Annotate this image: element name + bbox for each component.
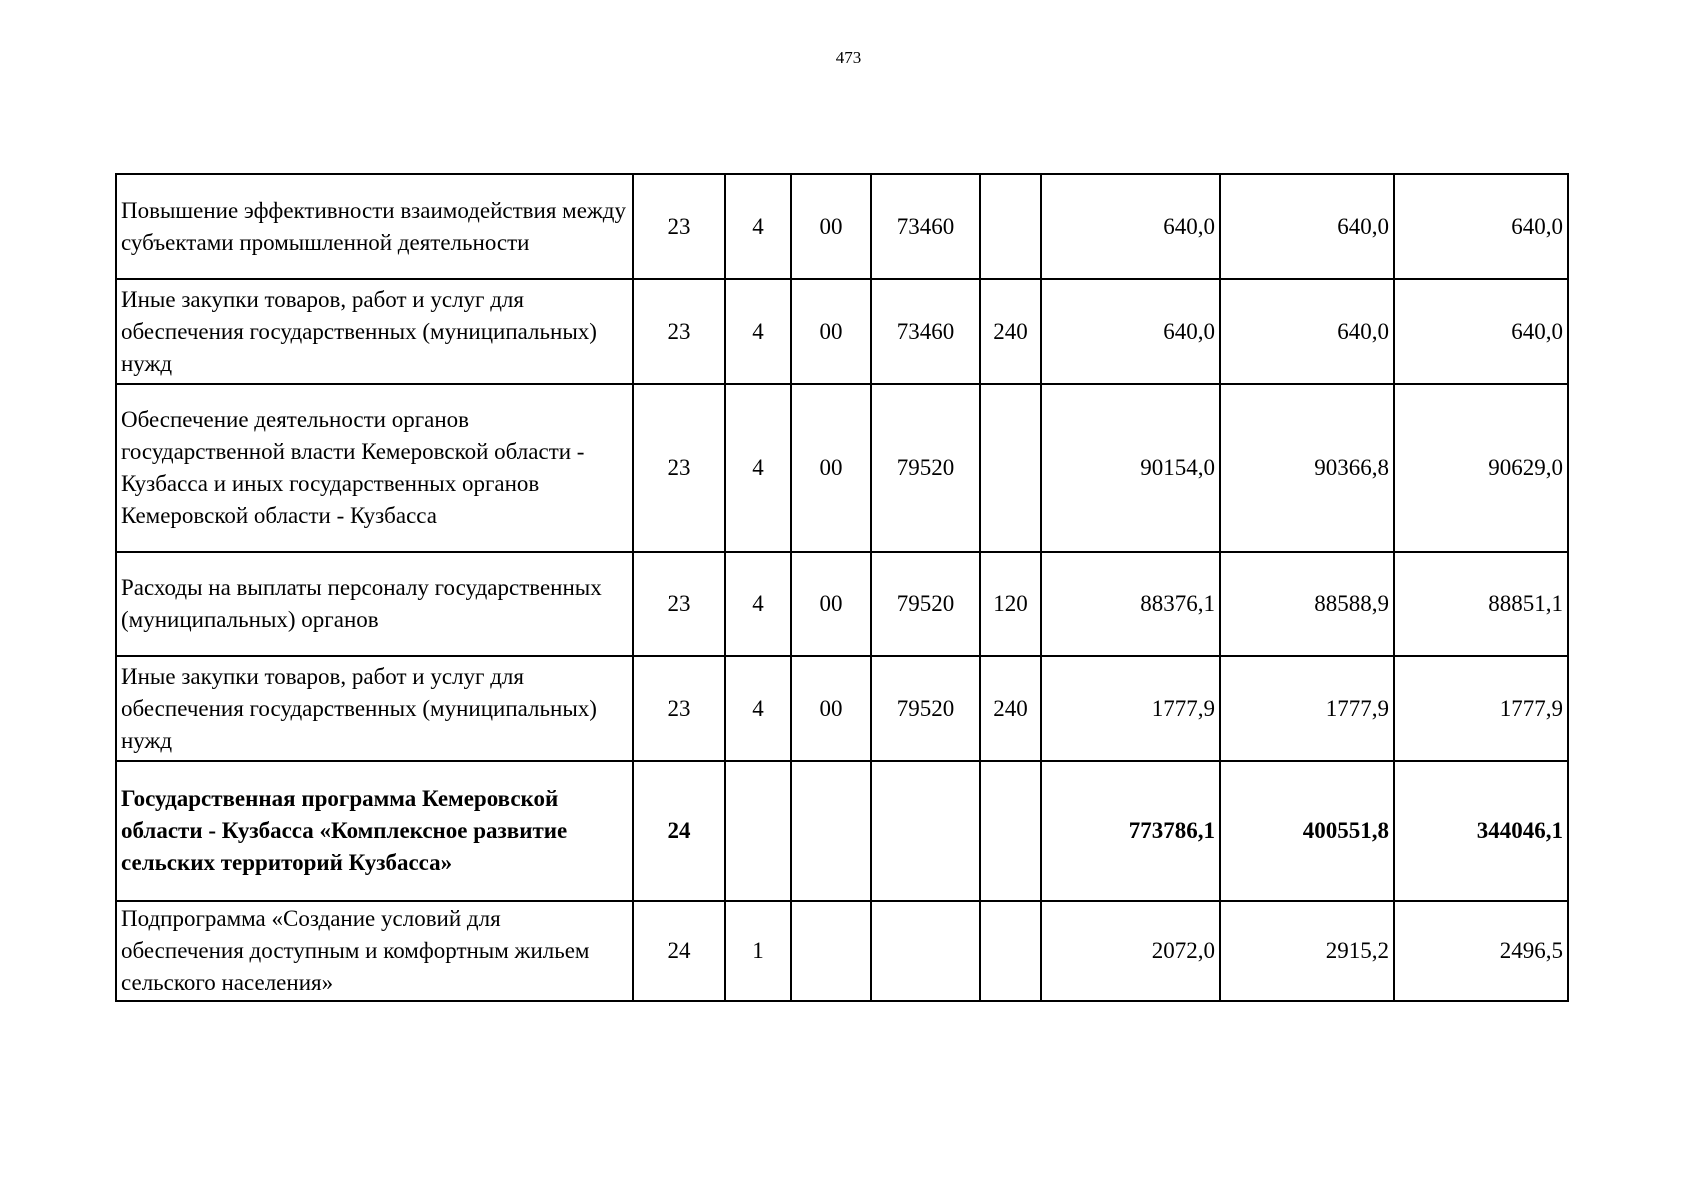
row-name: Иные закупки товаров, работ и услуг для обеспечения государственных (муниципальных) нужд: [116, 279, 633, 384]
amount-year3: 88851,1: [1394, 552, 1568, 656]
direction-code: [791, 901, 871, 1001]
amount-year1: 1777,9: [1041, 656, 1220, 761]
table-row: [116, 174, 1568, 279]
program-code: 24: [633, 761, 725, 901]
vr-code: [980, 761, 1041, 901]
amount-year1: 88376,1: [1041, 552, 1220, 656]
row-name: Государственная программа Кемеровской области - Кузбасса «Комплексное развитие сельских территорий Кузбасса»: [116, 761, 633, 901]
vr-code: [980, 384, 1041, 552]
page-number: 473: [835, 48, 862, 67]
row-name: Расходы на выплаты персоналу государственных (муниципальных) органов: [116, 552, 633, 656]
amount-year2: 2915,2: [1220, 901, 1394, 1001]
direction-code: [791, 761, 871, 901]
direction-code: 00: [791, 656, 871, 761]
amount-year3: 90629,0: [1394, 384, 1568, 552]
amount-year2: 640,0: [1220, 279, 1394, 384]
amount-year2: 88588,9: [1220, 552, 1394, 656]
row-name: Иные закупки товаров, работ и услуг для обеспечения государственных (муниципальных) нужд: [116, 656, 633, 761]
amount-year3: 640,0: [1394, 279, 1568, 384]
subprogram-code: 1: [725, 901, 791, 1001]
subprogram-code: 4: [725, 279, 791, 384]
amount-year3: 640,0: [1394, 174, 1568, 279]
amount-year3: 344046,1: [1394, 761, 1568, 901]
direction-code: 00: [791, 279, 871, 384]
row-name: Обеспечение деятельности органов государственной власти Кемеровской области - Кузбасса и иных государственных органов Кемеровской области - Кузбасса: [116, 384, 633, 552]
table-row: [116, 552, 1568, 656]
subprogram-code: 4: [725, 174, 791, 279]
table-row: [116, 279, 1568, 384]
subprogram-code: 4: [725, 656, 791, 761]
amount-year2: 1777,9: [1220, 656, 1394, 761]
vr-code: 120: [980, 552, 1041, 656]
expense-code: [871, 761, 980, 901]
vr-code: 240: [980, 279, 1041, 384]
expense-code: 79520: [871, 384, 980, 552]
subprogram-code: 4: [725, 552, 791, 656]
expense-code: 79520: [871, 552, 980, 656]
table-row: [116, 656, 1568, 761]
direction-code: 00: [791, 552, 871, 656]
subprogram-code: [725, 761, 791, 901]
expense-code: 73460: [871, 279, 980, 384]
amount-year1: 90154,0: [1041, 384, 1220, 552]
amount-year2: 90366,8: [1220, 384, 1394, 552]
program-code: 23: [633, 174, 725, 279]
amount-year3: 2496,5: [1394, 901, 1568, 1001]
expense-code: 79520: [871, 656, 980, 761]
table-row: [116, 384, 1568, 552]
amount-year1: 640,0: [1041, 174, 1220, 279]
row-name: Повышение эффективности взаимодействия между субъектами промышленной деятельности: [116, 174, 633, 279]
program-code: 23: [633, 384, 725, 552]
program-code: 24: [633, 901, 725, 1001]
amount-year2: 400551,8: [1220, 761, 1394, 901]
amount-year1: 773786,1: [1041, 761, 1220, 901]
expense-code: [871, 901, 980, 1001]
vr-code: 240: [980, 656, 1041, 761]
program-code: 23: [633, 656, 725, 761]
budget-table: [115, 173, 1569, 1002]
vr-code: [980, 901, 1041, 1001]
amount-year1: 640,0: [1041, 279, 1220, 384]
amount-year1: 2072,0: [1041, 901, 1220, 1001]
direction-code: 00: [791, 174, 871, 279]
subprogram-code: 4: [725, 384, 791, 552]
row-name: Подпрограмма «Создание условий для обеспечения доступным и комфортным жильем сельского населения»: [116, 901, 633, 1001]
vr-code: [980, 174, 1041, 279]
program-code: 23: [633, 279, 725, 384]
expense-code: 73460: [871, 174, 980, 279]
program-code: 23: [633, 552, 725, 656]
amount-year2: 640,0: [1220, 174, 1394, 279]
amount-year3: 1777,9: [1394, 656, 1568, 761]
table-row: [116, 901, 1568, 1001]
table-row: [116, 761, 1568, 901]
direction-code: 00: [791, 384, 871, 552]
